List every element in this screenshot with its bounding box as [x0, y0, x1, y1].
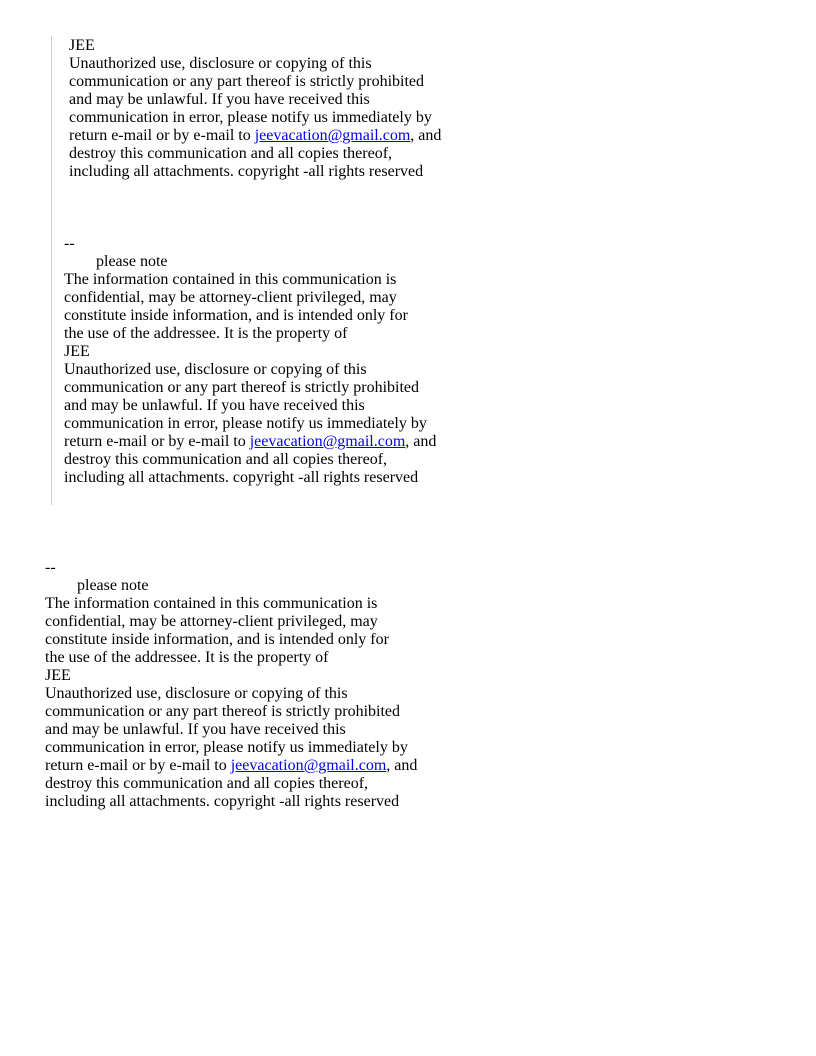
closing-line: destroy this communication and all copies thereof, [45, 775, 369, 792]
closing-line: including all attachments. copyright -all rights reserved [69, 163, 424, 180]
body-line: communication in error, please notify us immediately by [45, 739, 408, 756]
company-name: JEE [69, 37, 95, 54]
body-line: communication or any part thereof is strictly prohibited [45, 703, 401, 720]
body-line: and may be unlawful. If you have received this [64, 397, 365, 414]
company-name: JEE [64, 343, 90, 360]
main-signature [45, 559, 417, 811]
return-prefix: return e-mail or by e-mail to [45, 757, 231, 774]
email-link[interactable]: jeevacation@gmail.com [254, 127, 411, 144]
intro-line: confidential, may be attorney-client privileged, may [64, 289, 397, 306]
quoted-fragment [69, 37, 441, 181]
body-line: Unauthorized use, disclosure or copying of this [64, 361, 367, 378]
intro-line: the use of the addressee. It is the property of [64, 325, 348, 342]
intro-line: The information contained in this communication is [64, 271, 397, 288]
return-suffix: , and [410, 127, 442, 144]
body-line: communication in error, please notify us immediately by [69, 109, 432, 126]
body-line: communication or any part thereof is strictly prohibited [64, 379, 420, 396]
intro-line: confidential, may be attorney-client privileged, may [45, 613, 378, 630]
closing-line: destroy this communication and all copies thereof, [69, 145, 393, 162]
return-line [69, 127, 441, 145]
notice-heading: please note [96, 253, 168, 270]
body-line: communication or any part thereof is strictly prohibited [69, 73, 425, 90]
intro-line: constitute inside information, and is intended only for [64, 307, 408, 324]
quoted-signature [64, 235, 436, 487]
return-line [45, 757, 417, 775]
return-suffix: , and [386, 757, 418, 774]
email-link[interactable]: jeevacation@gmail.com [249, 433, 406, 450]
quote-border [51, 36, 52, 505]
email-link[interactable]: jeevacation@gmail.com [230, 757, 387, 774]
body-line: Unauthorized use, disclosure or copying of this [45, 685, 348, 702]
return-line [64, 433, 436, 451]
intro-line: the use of the addressee. It is the property of [45, 649, 329, 666]
intro-line: constitute inside information, and is intended only for [45, 631, 389, 648]
return-suffix: , and [405, 433, 437, 450]
body-line: and may be unlawful. If you have received this [69, 91, 370, 108]
company-name: JEE [45, 667, 71, 684]
signature-separator: -- [45, 559, 56, 576]
return-prefix: return e-mail or by e-mail to [64, 433, 250, 450]
return-prefix: return e-mail or by e-mail to [69, 127, 255, 144]
body-line: communication in error, please notify us immediately by [64, 415, 427, 432]
notice-heading: please note [77, 577, 149, 594]
body-line: and may be unlawful. If you have received this [45, 721, 346, 738]
body-line: Unauthorized use, disclosure or copying of this [69, 55, 372, 72]
signature-separator: -- [64, 235, 75, 252]
closing-line: including all attachments. copyright -all rights reserved [45, 793, 400, 810]
closing-line: destroy this communication and all copies thereof, [64, 451, 388, 468]
closing-line: including all attachments. copyright -all rights reserved [64, 469, 419, 486]
intro-line: The information contained in this communication is [45, 595, 378, 612]
